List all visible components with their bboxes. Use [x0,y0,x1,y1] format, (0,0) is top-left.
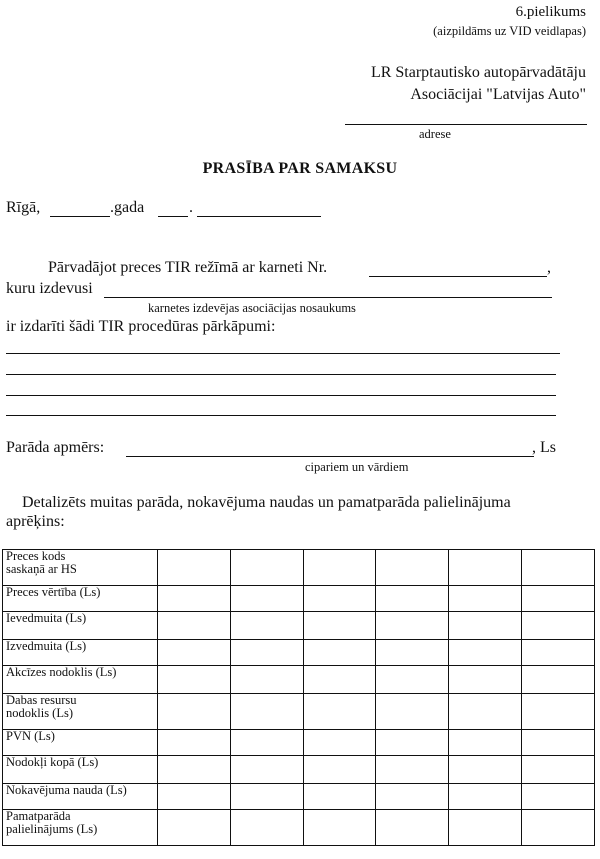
value-cell[interactable] [230,550,303,586]
value-cell[interactable] [376,784,449,810]
value-cell[interactable] [376,550,449,586]
address-caption: adrese [419,127,451,141]
value-cell[interactable] [230,756,303,784]
date-year-suffix: .gada [110,199,145,216]
value-cell[interactable] [158,730,231,756]
value-cell[interactable] [522,810,595,846]
value-cell[interactable] [158,550,231,586]
table-row [3,810,595,846]
appendix-number: 6.pielikums [515,4,586,20]
value-cell[interactable] [449,666,522,694]
violations-line-4[interactable] [6,415,556,416]
value-cell[interactable] [230,694,303,730]
value-cell[interactable] [230,730,303,756]
row-label [3,550,158,586]
page-title: PRASĪBA PAR SAMAKSU [202,160,398,177]
violations-line-3[interactable] [6,395,556,396]
address-line [345,124,587,125]
issued-by-label: kuru izdevusi [6,280,93,297]
value-cell[interactable] [522,756,595,784]
value-cell[interactable] [449,550,522,586]
table-row [3,586,595,612]
date-place: Rīgā, [6,199,41,216]
value-cell[interactable] [522,612,595,640]
value-cell[interactable] [376,612,449,640]
value-cell[interactable] [303,784,376,810]
row-label [3,784,158,810]
table-row [3,640,595,666]
debt-amount-field[interactable] [126,456,534,457]
value-cell[interactable] [158,694,231,730]
value-cell[interactable] [376,640,449,666]
row-label [3,612,158,640]
row-label-line-1: Dabas resursu [6,693,77,707]
value-cell[interactable] [522,666,595,694]
value-cell[interactable] [376,694,449,730]
row-label-line-1: Pamatparāda [6,809,71,823]
row-label [3,810,158,846]
row-label-line-1: Preces vērtība (Ls) [6,585,101,599]
row-label-line-1: PVN (Ls) [6,729,55,743]
value-cell[interactable] [449,694,522,730]
value-cell[interactable] [522,694,595,730]
value-cell[interactable] [303,730,376,756]
row-label-line-1: Nodokļi kopā (Ls) [6,755,99,769]
value-cell[interactable] [376,810,449,846]
recipient-line-1: LR Starptautisko autopārvadātāju [370,64,586,81]
value-cell[interactable] [303,640,376,666]
row-label-line-1: Izvedmuita (Ls) [6,639,87,653]
value-cell[interactable] [158,756,231,784]
value-cell[interactable] [449,784,522,810]
value-cell[interactable] [522,550,595,586]
date-day-field[interactable] [50,216,110,217]
value-cell[interactable] [376,730,449,756]
calc-heading-line-2: aprēķins: [6,513,65,530]
date-dot: . [189,199,193,216]
carnet-text: Pārvadājot preces TIR režīmā ar karneti Nr. [48,259,328,276]
table-row [3,612,595,640]
violations-line-1[interactable] [6,353,560,354]
debt-label: Parāda apmērs: [6,439,105,456]
value-cell[interactable] [522,586,595,612]
value-cell[interactable] [158,612,231,640]
row-label [3,730,158,756]
value-cell[interactable] [230,666,303,694]
row-label [3,586,158,612]
carnet-number-field[interactable] [369,276,547,277]
value-cell[interactable] [158,586,231,612]
debt-currency: , Ls [532,439,556,456]
table-row [3,694,595,730]
row-label-line-1: Ievedmuita (Ls) [6,611,87,625]
calc-heading-line-1: Detalizēts muitas parāda, nokavējuma naudas un pamatparāda palielinājuma [22,494,511,511]
date-year-field[interactable] [158,216,188,217]
row-label [3,640,158,666]
issuer-caption: karnetes izdevējas asociācijas nosaukums [148,301,356,315]
table-row [3,550,595,586]
row-label-line-2: palielinājums (Ls) [6,822,98,836]
value-cell[interactable] [449,640,522,666]
value-cell[interactable] [303,612,376,640]
value-cell[interactable] [303,810,376,846]
value-cell[interactable] [158,810,231,846]
value-cell[interactable] [449,730,522,756]
value-cell[interactable] [376,666,449,694]
recipient-line-2: Asociācijai "Latvijas Auto" [410,86,586,103]
value-cell[interactable] [158,784,231,810]
value-cell[interactable] [303,550,376,586]
value-cell[interactable] [376,586,449,612]
table-row [3,666,595,694]
value-cell[interactable] [522,640,595,666]
violations-label: ir izdarīti šādi TIR procedūras pārkāpumi: [6,318,276,335]
carnet-comma: , [547,259,551,276]
appendix-note: (aizpildāms uz VID veidlapas) [433,24,586,38]
violations-line-2[interactable] [6,374,556,375]
value-cell[interactable] [230,784,303,810]
table-row [3,756,595,784]
table-row [3,730,595,756]
value-cell[interactable] [449,586,522,612]
value-cell[interactable] [449,756,522,784]
row-label-line-1: Akcīzes nodoklis (Ls) [6,665,117,679]
debt-caption: cipariem un vārdiem [305,460,409,474]
value-cell[interactable] [230,586,303,612]
value-cell[interactable] [230,810,303,846]
value-cell[interactable] [303,666,376,694]
date-month-field[interactable] [197,216,321,217]
row-label-line-1: Preces kods [6,549,66,563]
value-cell[interactable] [303,586,376,612]
table-row [3,784,595,810]
row-label-line-1: Nokavējuma nauda (Ls) [6,783,127,797]
row-label-line-2: nodoklis (Ls) [6,706,74,720]
calculation-table [2,549,595,846]
value-cell[interactable] [522,784,595,810]
value-cell[interactable] [449,612,522,640]
value-cell[interactable] [376,756,449,784]
value-cell[interactable] [303,694,376,730]
row-label [3,666,158,694]
value-cell[interactable] [230,640,303,666]
row-label [3,694,158,730]
row-label [3,756,158,784]
value-cell[interactable] [158,640,231,666]
value-cell[interactable] [303,756,376,784]
issuer-field[interactable] [104,297,552,298]
value-cell[interactable] [522,730,595,756]
row-label-line-2: saskaņā ar HS [6,562,77,576]
value-cell[interactable] [158,666,231,694]
value-cell[interactable] [449,810,522,846]
value-cell[interactable] [230,612,303,640]
